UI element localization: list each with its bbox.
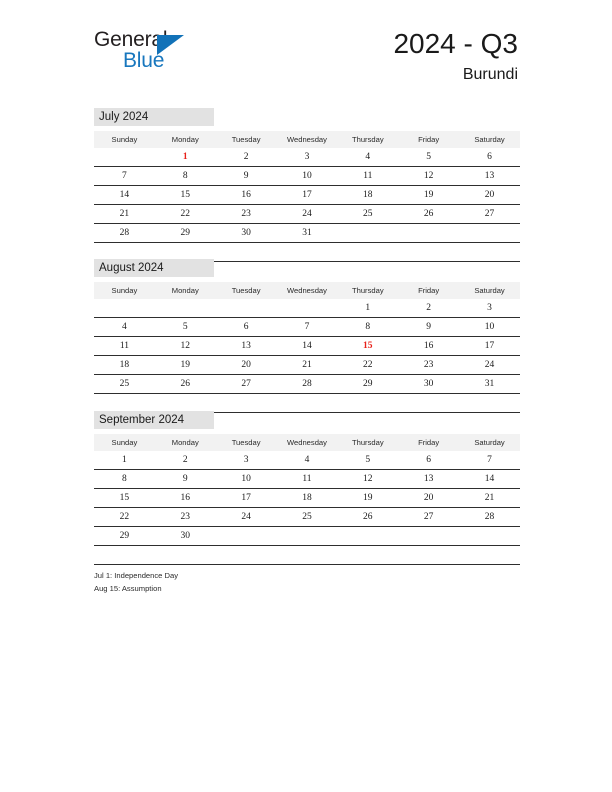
weekday-header-friday: Friday bbox=[398, 434, 459, 451]
day-cell-empty bbox=[94, 394, 155, 413]
day-cell-september-11[interactable]: 11 bbox=[277, 470, 338, 489]
weekday-header-friday: Friday bbox=[398, 282, 459, 299]
day-cell-july-8[interactable]: 8 bbox=[155, 167, 216, 186]
day-cell-empty bbox=[459, 527, 520, 546]
day-cell-august-11[interactable]: 11 bbox=[94, 337, 155, 356]
day-cell-empty bbox=[459, 224, 520, 243]
day-cell-july-6[interactable]: 6 bbox=[459, 148, 520, 167]
table-row bbox=[94, 546, 520, 565]
table-row bbox=[94, 186, 520, 205]
day-cell-empty bbox=[94, 148, 155, 167]
day-cell-empty bbox=[277, 299, 338, 318]
day-cell-september-5[interactable]: 5 bbox=[337, 451, 398, 470]
day-cell-empty bbox=[155, 394, 216, 413]
calendar-table-august bbox=[94, 282, 520, 413]
day-cell-september-15[interactable]: 15 bbox=[94, 489, 155, 508]
weekday-header-tuesday: Tuesday bbox=[216, 131, 277, 148]
day-cell-september-22[interactable]: 22 bbox=[94, 508, 155, 527]
day-cell-july-20[interactable]: 20 bbox=[459, 186, 520, 205]
calendar-table-september bbox=[94, 434, 520, 565]
day-cell-empty bbox=[277, 527, 338, 546]
day-cell-empty bbox=[216, 546, 277, 565]
logo-text-general: General bbox=[94, 28, 168, 51]
table-row bbox=[94, 148, 520, 167]
month-title-august: August 2024 bbox=[94, 259, 214, 277]
legend-item: Jul 1: Independence Day bbox=[94, 571, 179, 580]
day-cell-september-17[interactable]: 17 bbox=[216, 489, 277, 508]
day-cell-july-11[interactable]: 11 bbox=[337, 167, 398, 186]
day-cell-july-28[interactable]: 28 bbox=[94, 224, 155, 243]
day-cell-july-7[interactable]: 7 bbox=[94, 167, 155, 186]
day-cell-july-5[interactable]: 5 bbox=[398, 148, 459, 167]
day-cell-september-1[interactable]: 1 bbox=[94, 451, 155, 470]
day-cell-july-25[interactable]: 25 bbox=[337, 205, 398, 224]
day-cell-empty bbox=[155, 546, 216, 565]
day-cell-august-14[interactable]: 14 bbox=[277, 337, 338, 356]
day-cell-september-20[interactable]: 20 bbox=[398, 489, 459, 508]
day-cell-july-19[interactable]: 19 bbox=[398, 186, 459, 205]
weekday-header-saturday: Saturday bbox=[459, 131, 520, 148]
day-cell-july-21[interactable]: 21 bbox=[94, 205, 155, 224]
table-row bbox=[94, 451, 520, 470]
day-cell-september-27[interactable]: 27 bbox=[398, 508, 459, 527]
weekday-header-monday: Monday bbox=[155, 282, 216, 299]
day-cell-september-12[interactable]: 12 bbox=[337, 470, 398, 489]
day-cell-september-13[interactable]: 13 bbox=[398, 470, 459, 489]
day-cell-september-28[interactable]: 28 bbox=[459, 508, 520, 527]
day-cell-august-9[interactable]: 9 bbox=[398, 318, 459, 337]
day-cell-july-18[interactable]: 18 bbox=[337, 186, 398, 205]
day-cell-august-25[interactable]: 25 bbox=[94, 375, 155, 394]
day-cell-july-15[interactable]: 15 bbox=[155, 186, 216, 205]
weekday-header-monday: Monday bbox=[155, 131, 216, 148]
table-row bbox=[94, 375, 520, 394]
day-cell-september-19[interactable]: 19 bbox=[337, 489, 398, 508]
legend-item: Aug 15: Assumption bbox=[94, 584, 162, 593]
day-cell-empty bbox=[216, 299, 277, 318]
day-cell-july-29[interactable]: 29 bbox=[155, 224, 216, 243]
day-cell-august-1[interactable]: 1 bbox=[337, 299, 398, 318]
table-row bbox=[94, 508, 520, 527]
day-cell-july-26[interactable]: 26 bbox=[398, 205, 459, 224]
day-cell-july-2[interactable]: 2 bbox=[216, 148, 277, 167]
day-cell-empty bbox=[216, 394, 277, 413]
day-cell-september-29[interactable]: 29 bbox=[94, 527, 155, 546]
day-cell-august-29[interactable]: 29 bbox=[337, 375, 398, 394]
day-cell-empty bbox=[337, 546, 398, 565]
day-cell-august-7[interactable]: 7 bbox=[277, 318, 338, 337]
day-cell-empty bbox=[277, 394, 338, 413]
day-cell-august-6[interactable]: 6 bbox=[216, 318, 277, 337]
logo-text-blue: Blue bbox=[123, 49, 165, 72]
day-cell-september-14[interactable]: 14 bbox=[459, 470, 520, 489]
day-cell-empty bbox=[216, 527, 277, 546]
day-cell-july-4[interactable]: 4 bbox=[337, 148, 398, 167]
day-cell-august-18[interactable]: 18 bbox=[94, 356, 155, 375]
day-cell-september-16[interactable]: 16 bbox=[155, 489, 216, 508]
table-row bbox=[94, 282, 520, 299]
day-cell-august-16[interactable]: 16 bbox=[398, 337, 459, 356]
holiday-legend bbox=[94, 569, 394, 595]
day-cell-september-10[interactable]: 10 bbox=[216, 470, 277, 489]
table-row bbox=[94, 394, 520, 413]
table-row bbox=[94, 470, 520, 489]
weekday-header-row-august bbox=[94, 282, 520, 299]
day-cell-august-5[interactable]: 5 bbox=[155, 318, 216, 337]
day-cell-empty bbox=[337, 527, 398, 546]
table-row bbox=[94, 434, 520, 451]
day-cell-september-8[interactable]: 8 bbox=[94, 470, 155, 489]
day-cell-august-28[interactable]: 28 bbox=[277, 375, 338, 394]
general-blue-logo bbox=[94, 28, 294, 84]
weekday-header-sunday: Sunday bbox=[94, 434, 155, 451]
day-cell-august-22[interactable]: 22 bbox=[337, 356, 398, 375]
table-row bbox=[94, 337, 520, 356]
weekday-header-wednesday: Wednesday bbox=[277, 282, 338, 299]
day-cell-july-31[interactable]: 31 bbox=[277, 224, 338, 243]
day-cell-august-24[interactable]: 24 bbox=[459, 356, 520, 375]
weekday-header-sunday: Sunday bbox=[94, 282, 155, 299]
calendar-body-july bbox=[94, 148, 520, 262]
day-cell-august-27[interactable]: 27 bbox=[216, 375, 277, 394]
day-cell-september-9[interactable]: 9 bbox=[155, 470, 216, 489]
day-cell-july-3[interactable]: 3 bbox=[277, 148, 338, 167]
day-cell-august-17[interactable]: 17 bbox=[459, 337, 520, 356]
table-row bbox=[94, 224, 520, 243]
title-block bbox=[393, 28, 518, 86]
day-cell-august-4[interactable]: 4 bbox=[94, 318, 155, 337]
table-row bbox=[94, 299, 520, 318]
page-title: 2024 - Q3 bbox=[393, 28, 518, 59]
day-cell-august-26[interactable]: 26 bbox=[155, 375, 216, 394]
day-cell-september-18[interactable]: 18 bbox=[277, 489, 338, 508]
day-cell-august-10[interactable]: 10 bbox=[459, 318, 520, 337]
weekday-header-wednesday: Wednesday bbox=[277, 434, 338, 451]
day-cell-july-12[interactable]: 12 bbox=[398, 167, 459, 186]
day-cell-september-30[interactable]: 30 bbox=[155, 527, 216, 546]
month-title-september: September 2024 bbox=[94, 411, 214, 429]
day-cell-july-22[interactable]: 22 bbox=[155, 205, 216, 224]
day-cell-empty bbox=[398, 224, 459, 243]
weekday-header-saturday: Saturday bbox=[459, 282, 520, 299]
weekday-header-saturday: Saturday bbox=[459, 434, 520, 451]
day-cell-july-13[interactable]: 13 bbox=[459, 167, 520, 186]
weekday-header-friday: Friday bbox=[398, 131, 459, 148]
day-cell-august-3[interactable]: 3 bbox=[459, 299, 520, 318]
day-cell-empty bbox=[277, 546, 338, 565]
day-cell-september-6[interactable]: 6 bbox=[398, 451, 459, 470]
day-cell-empty bbox=[459, 394, 520, 413]
page-subtitle-country: Burundi bbox=[462, 66, 518, 83]
day-cell-july-30[interactable]: 30 bbox=[216, 224, 277, 243]
table-row bbox=[94, 356, 520, 375]
day-cell-empty bbox=[398, 527, 459, 546]
day-cell-july-27[interactable]: 27 bbox=[459, 205, 520, 224]
day-cell-july-16[interactable]: 16 bbox=[216, 186, 277, 205]
table-row bbox=[94, 489, 520, 508]
day-cell-august-8[interactable]: 8 bbox=[337, 318, 398, 337]
calendar-body-september bbox=[94, 451, 520, 565]
day-cell-september-2[interactable]: 2 bbox=[155, 451, 216, 470]
weekday-header-thursday: Thursday bbox=[337, 282, 398, 299]
table-row bbox=[94, 167, 520, 186]
day-cell-september-23[interactable]: 23 bbox=[155, 508, 216, 527]
month-section-september bbox=[94, 411, 520, 565]
calendar-body-august bbox=[94, 299, 520, 413]
day-cell-september-21[interactable]: 21 bbox=[459, 489, 520, 508]
day-cell-august-20[interactable]: 20 bbox=[216, 356, 277, 375]
day-cell-september-3[interactable]: 3 bbox=[216, 451, 277, 470]
weekday-header-monday: Monday bbox=[155, 434, 216, 451]
table-row bbox=[94, 131, 520, 148]
day-cell-september-24[interactable]: 24 bbox=[216, 508, 277, 527]
month-title-july: July 2024 bbox=[94, 108, 214, 126]
day-cell-august-13[interactable]: 13 bbox=[216, 337, 277, 356]
table-row bbox=[94, 205, 520, 224]
day-cell-august-2[interactable]: 2 bbox=[398, 299, 459, 318]
day-cell-july-23[interactable]: 23 bbox=[216, 205, 277, 224]
day-cell-empty bbox=[337, 224, 398, 243]
day-cell-empty bbox=[94, 546, 155, 565]
day-cell-july-10[interactable]: 10 bbox=[277, 167, 338, 186]
day-cell-august-15[interactable]: 15 bbox=[337, 337, 398, 356]
day-cell-july-9[interactable]: 9 bbox=[216, 167, 277, 186]
calendar-table-july bbox=[94, 131, 520, 262]
day-cell-empty bbox=[398, 394, 459, 413]
day-cell-july-17[interactable]: 17 bbox=[277, 186, 338, 205]
weekday-header-tuesday: Tuesday bbox=[216, 282, 277, 299]
day-cell-july-24[interactable]: 24 bbox=[277, 205, 338, 224]
day-cell-empty bbox=[337, 394, 398, 413]
day-cell-empty bbox=[459, 546, 520, 565]
page-header bbox=[94, 28, 518, 90]
day-cell-empty bbox=[155, 299, 216, 318]
weekday-header-sunday: Sunday bbox=[94, 131, 155, 148]
day-cell-august-19[interactable]: 19 bbox=[155, 356, 216, 375]
day-cell-august-21[interactable]: 21 bbox=[277, 356, 338, 375]
day-cell-august-31[interactable]: 31 bbox=[459, 375, 520, 394]
day-cell-september-26[interactable]: 26 bbox=[337, 508, 398, 527]
day-cell-july-1[interactable]: 1 bbox=[155, 148, 216, 167]
day-cell-august-12[interactable]: 12 bbox=[155, 337, 216, 356]
table-row bbox=[94, 527, 520, 546]
weekday-header-row-july bbox=[94, 131, 520, 148]
weekday-header-wednesday: Wednesday bbox=[277, 131, 338, 148]
table-row bbox=[94, 318, 520, 337]
weekday-header-thursday: Thursday bbox=[337, 131, 398, 148]
day-cell-july-14[interactable]: 14 bbox=[94, 186, 155, 205]
day-cell-september-7[interactable]: 7 bbox=[459, 451, 520, 470]
day-cell-september-4[interactable]: 4 bbox=[277, 451, 338, 470]
weekday-header-row-september bbox=[94, 434, 520, 451]
day-cell-august-30[interactable]: 30 bbox=[398, 375, 459, 394]
day-cell-august-23[interactable]: 23 bbox=[398, 356, 459, 375]
day-cell-september-25[interactable]: 25 bbox=[277, 508, 338, 527]
weekday-header-thursday: Thursday bbox=[337, 434, 398, 451]
day-cell-empty bbox=[398, 546, 459, 565]
weekday-header-tuesday: Tuesday bbox=[216, 434, 277, 451]
month-section-august bbox=[94, 259, 520, 413]
month-section-july bbox=[94, 108, 520, 262]
day-cell-empty bbox=[94, 299, 155, 318]
